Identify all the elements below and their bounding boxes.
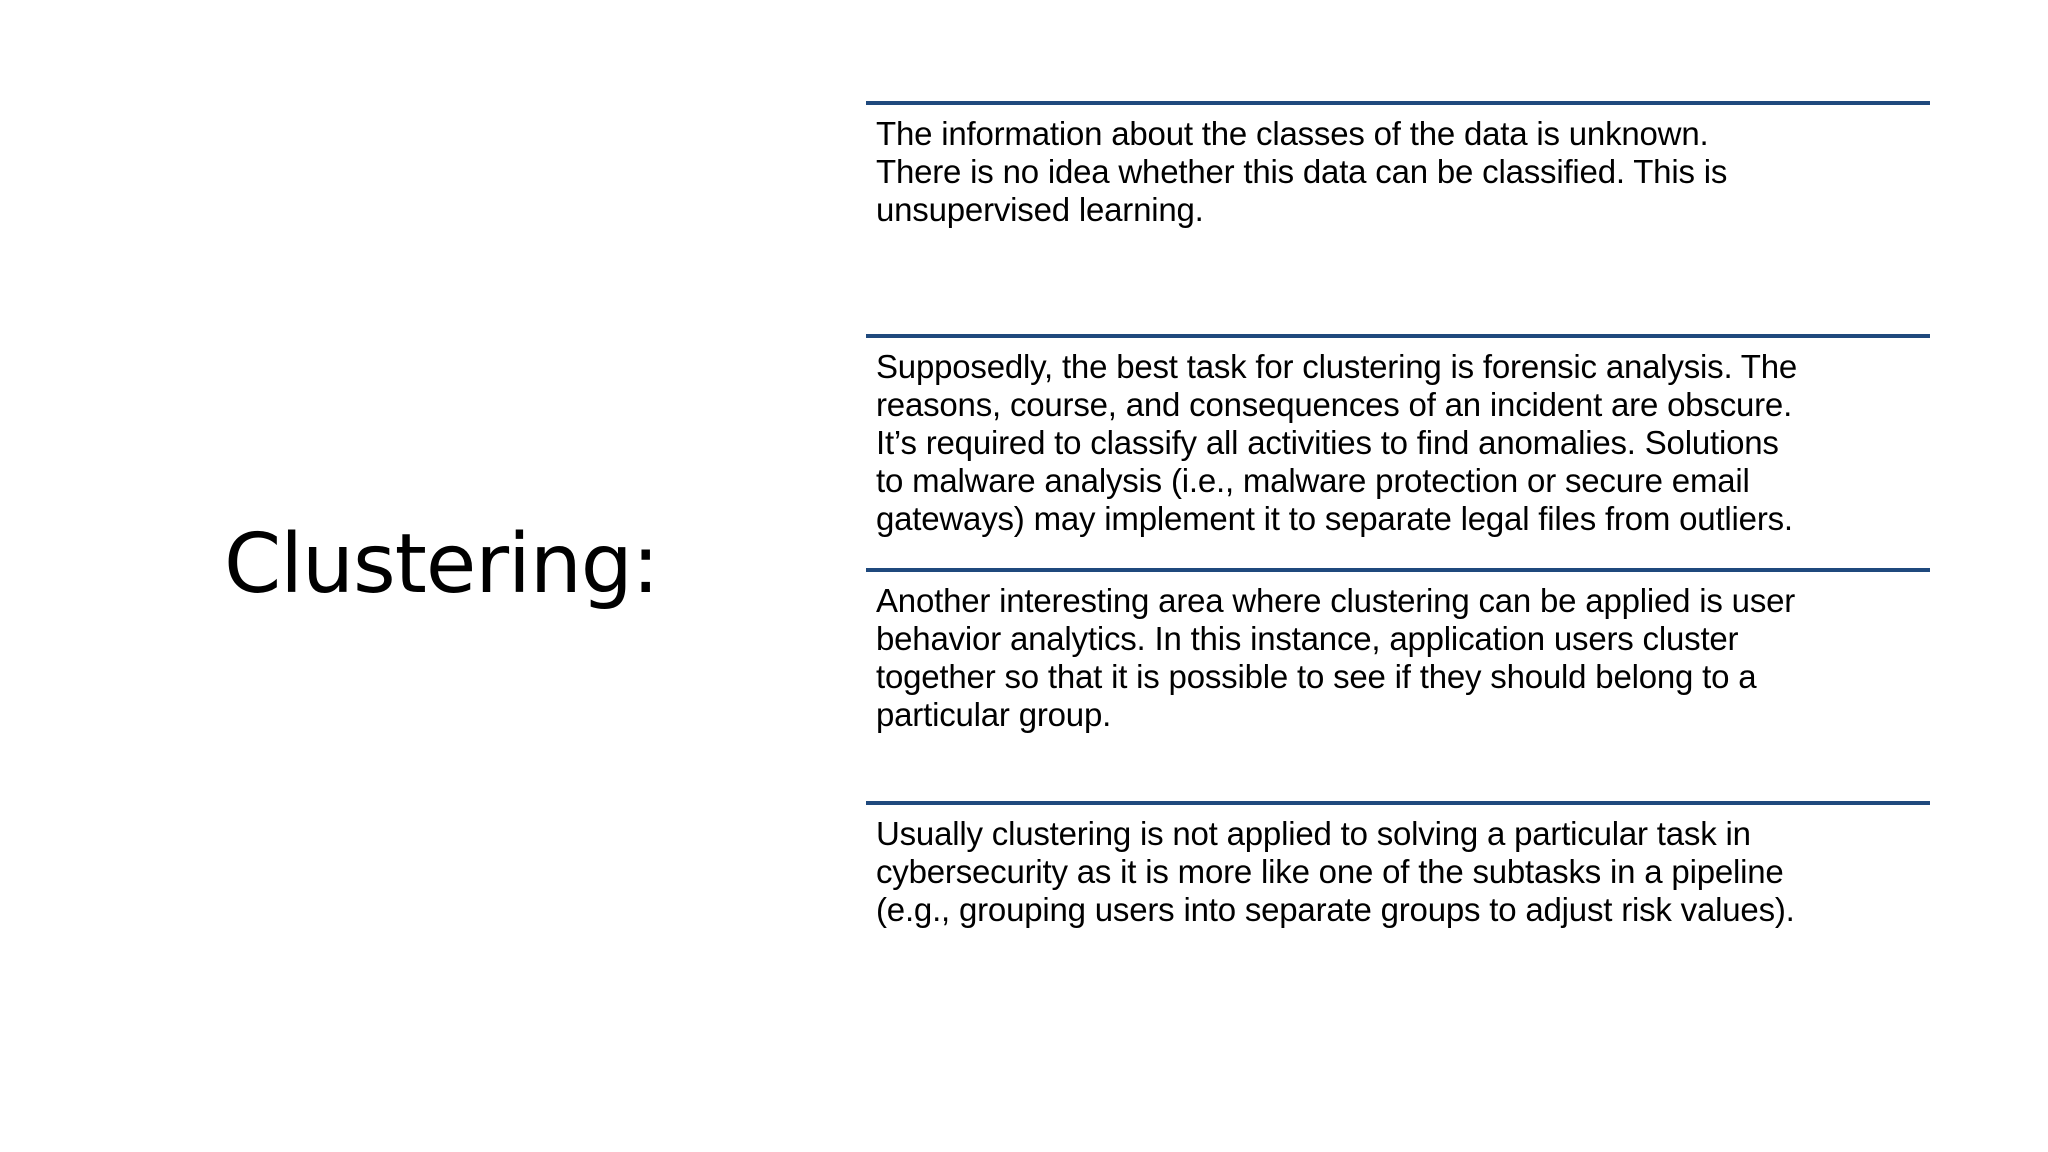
text-block-body: Supposedly, the best task for clustering is forensic analysis. The reasons, course, and consequences of an incident are obscure. It’s required to classify all activities to find anomalies. Solutions to malware analysis (i.e., malware protection or secure email gateways) may implement it to separate legal files from outliers. <box>876 348 1798 537</box>
text-block-body: Another interesting area where clustering can be applied is user behavior analytics. In this instance, application users cluster together so that it is possible to see if they should belong to a particular group. <box>876 582 1796 733</box>
text-block-body: The information about the classes of the data is unknown. There is no idea whether this data can be classified. This is unsupervised learning. <box>876 115 1728 228</box>
slide-title: Clustering: <box>224 517 659 612</box>
text-block-3 <box>866 568 1930 734</box>
text-block-2 <box>866 334 1930 538</box>
text-block-4 <box>866 801 1930 929</box>
text-block-body: Usually clustering is not applied to solving a particular task in cybersecurity as it is more like one of the subtasks in a pipeline (e.g., grouping users into separate groups to adjust risk values). <box>876 815 1795 928</box>
text-block-1 <box>866 101 1930 229</box>
